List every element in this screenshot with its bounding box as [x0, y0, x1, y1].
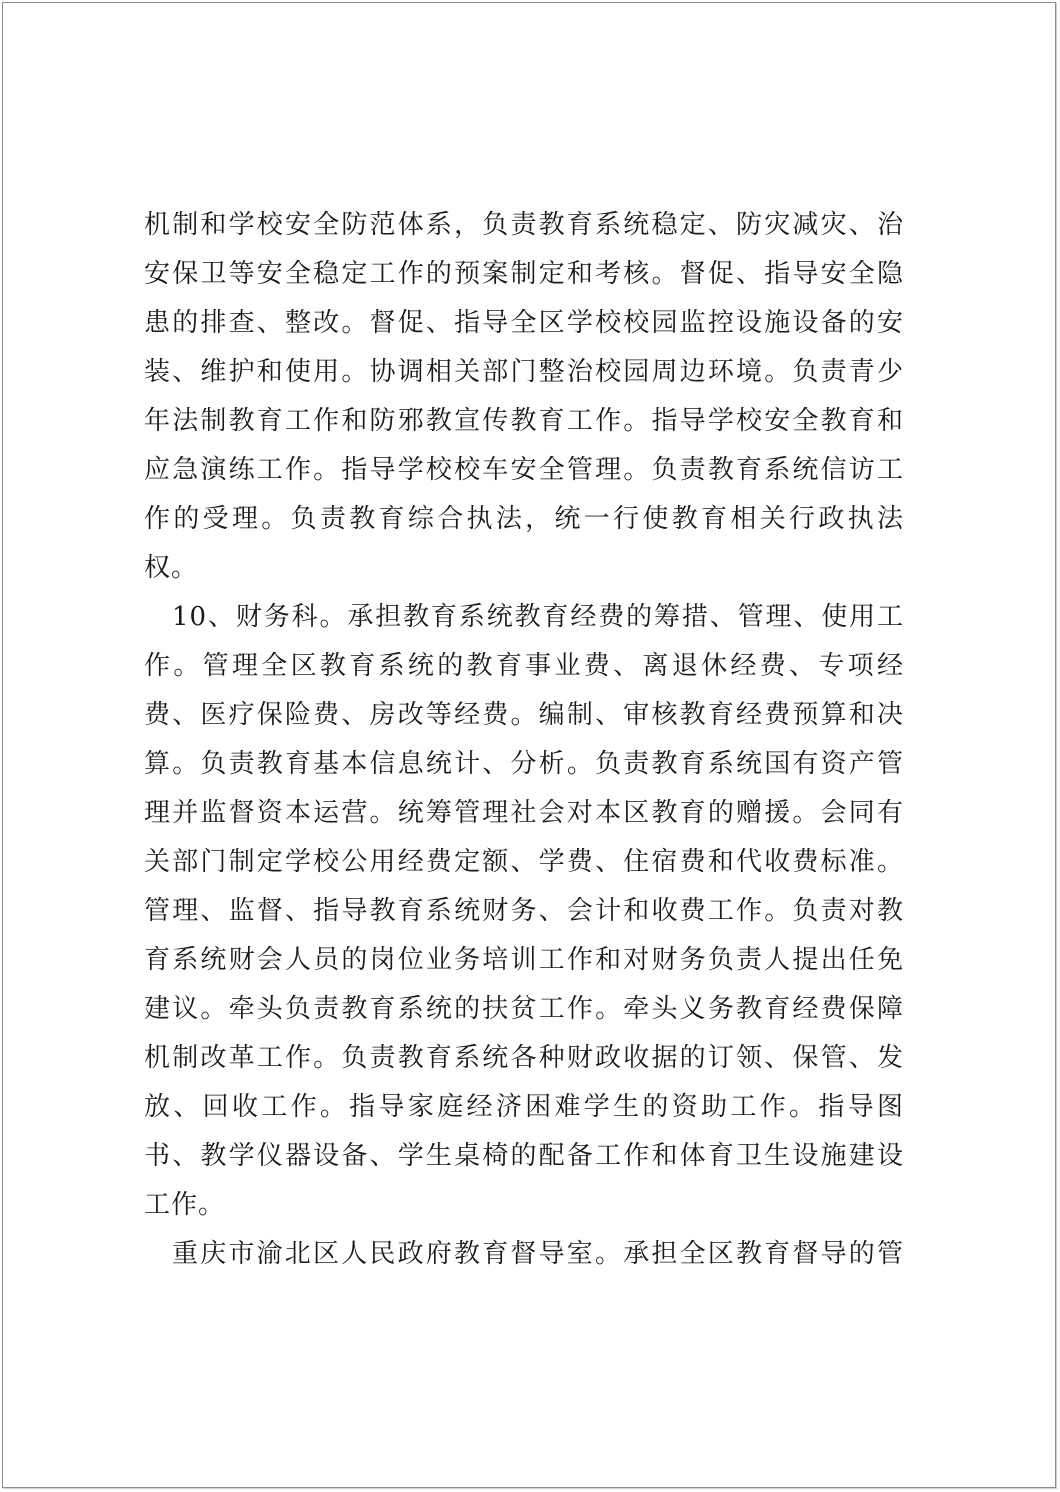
- text-line: 作。管理全区教育系统的教育事业费、离退休经费、专项经: [144, 651, 904, 681]
- text-line: 费、医疗保险费、房改等经费。编制、审核教育经费预算和决: [144, 700, 904, 730]
- body-text: [144, 201, 904, 1279]
- text-line: 关部门制定学校公用经费定额、学费、住宿费和代收费标准。: [144, 847, 904, 877]
- text-line: 应急演练工作。指导学校校车安全管理。负责教育系统信访工: [144, 455, 904, 485]
- text-line: 权。: [144, 553, 199, 583]
- text-line: 育系统财会人员的岗位业务培训工作和对财务负责人提出任免: [144, 945, 904, 975]
- text-line: 建议。牵头负责教育系统的扶贫工作。牵头义务教育经费保障: [144, 994, 904, 1024]
- document-page: [2, 2, 1056, 1488]
- text-line: 理并监督资本运营。统筹管理社会对本区教育的赠援。会同有: [144, 798, 904, 828]
- text-line: 机制和学校安全防范体系，负责教育系统稳定、防灾减灾、治: [144, 210, 904, 240]
- text-line: 书、教学仪器设备、学生桌椅的配备工作和体育卫生设施建设: [144, 1141, 904, 1171]
- text-line: 机制改革工作。负责教育系统各种财政收据的订领、保管、发: [144, 1043, 904, 1073]
- text-line: 作的受理。负责教育综合执法，统一行使教育相关行政执法: [144, 504, 904, 534]
- text-line: 患的排查、整改。督促、指导全区学校校园监控设施设备的安: [144, 308, 904, 338]
- text-line: 年法制教育工作和防邪教宣传教育工作。指导学校安全教育和: [144, 406, 904, 436]
- text-line: 算。负责教育基本信息统计、分析。负责教育系统国有资产管: [144, 749, 904, 779]
- text-line: 工作。: [144, 1190, 226, 1220]
- paragraph-first-line: 重庆市渝北区人民政府教育督导室。承担全区教育督导的管: [172, 1239, 904, 1269]
- text-line: 放、回收工作。指导家庭经济困难学生的资助工作。指导图: [144, 1092, 904, 1122]
- text-line: 安保卫等安全稳定工作的预案制定和考核。督促、指导安全隐: [144, 259, 904, 289]
- text-line: 装、维护和使用。协调相关部门整治校园周边环境。负责青少: [144, 357, 904, 387]
- paragraph-first-line: 10、财务科。承担教育系统教育经费的筹措、管理、使用工: [172, 602, 904, 632]
- text-line: 管理、监督、指导教育系统财务、会计和收费工作。负责对教: [144, 896, 904, 926]
